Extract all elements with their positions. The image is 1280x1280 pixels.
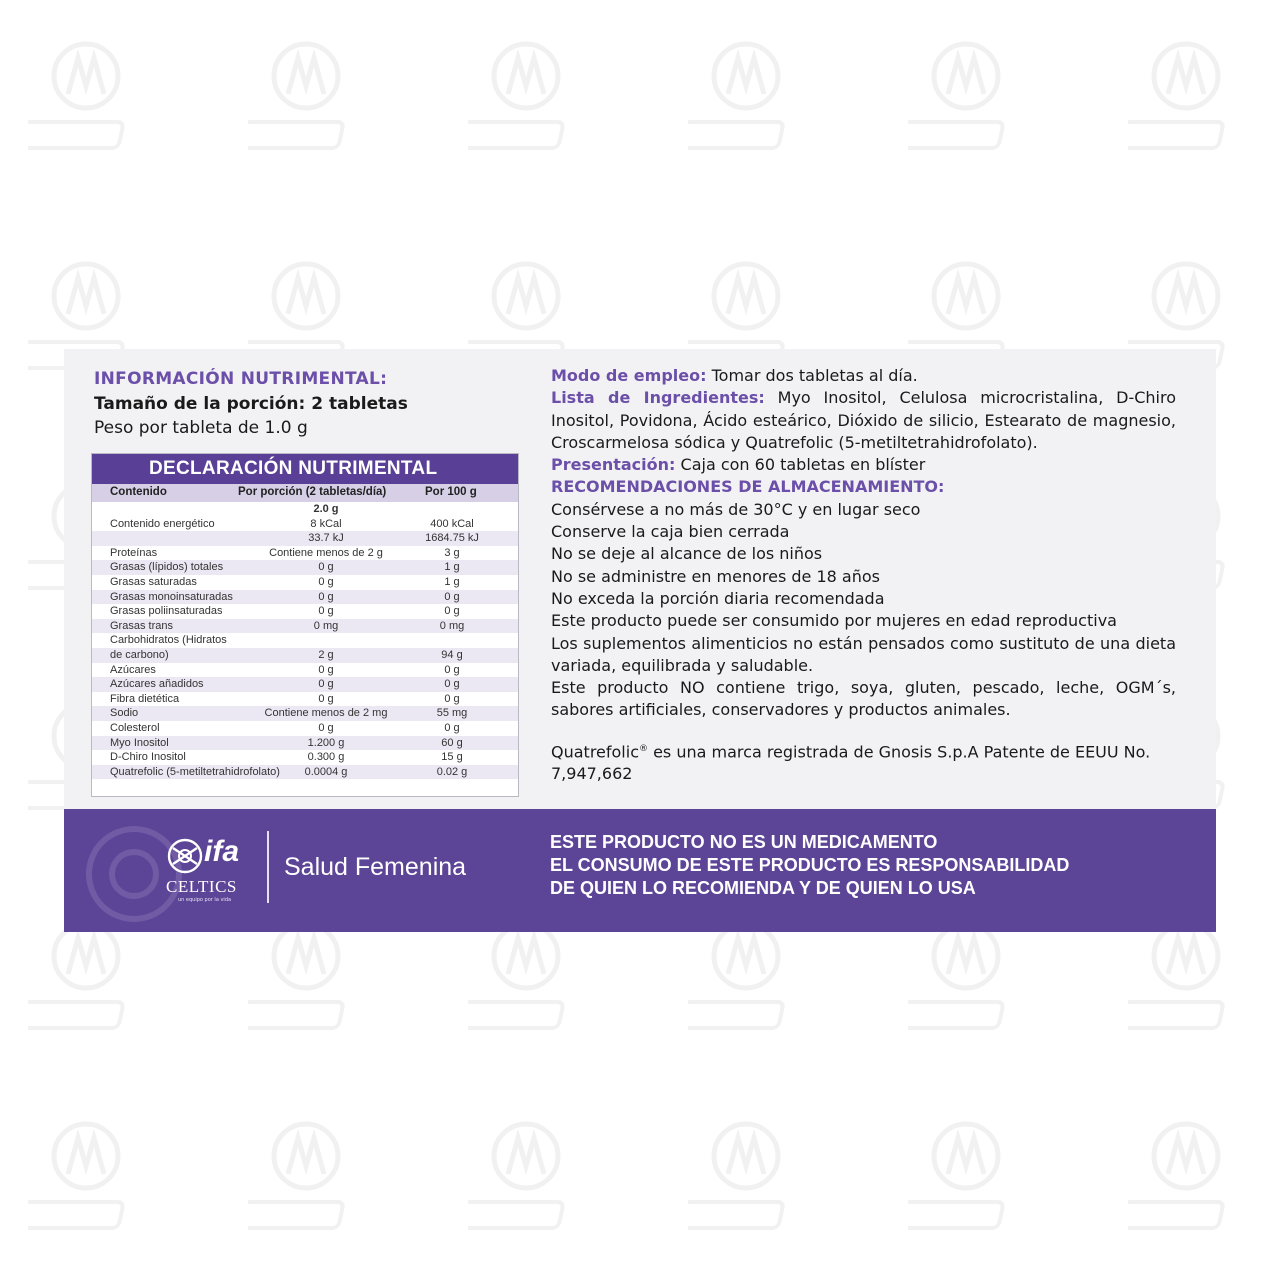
table-row — [92, 692, 518, 707]
product-label-panel — [64, 349, 1216, 932]
nutrient-name: Sodio — [110, 707, 139, 720]
nutrition-table — [91, 453, 519, 797]
per-100g-value: 0 mg — [439, 619, 465, 632]
table-row — [92, 663, 518, 678]
nutrient-name: Colesterol — [110, 721, 160, 734]
usage-text: Tomar dos tabletas al día. — [706, 366, 918, 385]
per-serving-value: 8 kCal — [310, 517, 342, 530]
pharmacy-logo-icon — [248, 36, 378, 166]
per-100g-value: 1684.75 kJ — [425, 532, 479, 545]
nutrient-name: D-Chiro Inositol — [110, 751, 186, 764]
pharmacy-logo-icon — [248, 916, 378, 1046]
footer-band — [64, 809, 1216, 932]
logo-ifa-text: ifa — [204, 835, 240, 868]
table-row — [92, 590, 518, 605]
warning-line: ESTE PRODUCTO NO ES UN MEDICAMENTO — [550, 832, 938, 852]
per-100g-value: 55 mg — [436, 707, 468, 720]
storage-recommendations — [551, 499, 1176, 633]
pharmacy-logo-icon — [468, 916, 598, 1046]
tablet-weight: Peso por tableta de 1.0 g — [94, 418, 308, 438]
pharmacy-logo-icon — [908, 916, 1038, 1046]
per-100g-value: 3 g — [444, 546, 460, 559]
nutrient-name: Fibra dietética — [110, 692, 180, 705]
nutrient-name: Carbohidratos (Hidratos — [110, 634, 227, 647]
per-serving-value: 0 g — [318, 605, 334, 618]
table-row — [92, 648, 518, 663]
serving-size: Tamaño de la porción: 2 tabletas — [94, 394, 408, 414]
pharmacy-logo-icon — [908, 1116, 1038, 1246]
usage-label: Modo de empleo: — [551, 366, 707, 385]
storage-item: Conserve la caja bien cerrada — [551, 522, 790, 542]
pharmacy-logo-icon — [468, 36, 598, 166]
column-header-per-serving: Por porción (2 tabletas/día) — [238, 486, 387, 498]
nutrient-name: Proteínas — [110, 546, 158, 559]
logo-celtics-text: CELTICS — [166, 877, 237, 896]
per-serving-value: 0.300 g — [307, 751, 345, 764]
table-row — [92, 677, 518, 692]
presentation — [551, 454, 1176, 476]
per-serving-value: 0 mg — [313, 619, 339, 632]
ingredients — [551, 387, 1176, 454]
nutrition-table-title: DECLARACIÓN NUTRIMENTAL — [92, 454, 518, 484]
trademark-brand: Quatrefolic — [551, 742, 639, 762]
per-serving-value: 1.200 g — [307, 736, 345, 749]
storage-title: RECOMENDACIONES DE ALMACENAMIENTO: — [551, 477, 945, 497]
nutrition-info-title: INFORMACIÓN NUTRIMENTAL: — [94, 369, 388, 389]
nutrient-name: Myo Inositol — [110, 736, 169, 749]
pharmacy-logo-icon — [1128, 36, 1258, 166]
trademark-note — [551, 738, 1176, 786]
per-100g-value: 94 g — [441, 648, 463, 661]
table-row — [92, 721, 518, 736]
pharmacy-logo-icon — [468, 1116, 598, 1246]
table-row — [92, 633, 518, 648]
nutrition-table-body — [92, 502, 518, 779]
celtic-knot-icon — [166, 837, 204, 875]
supplement-note: Los suplementos alimenticios no están pensados como sustituto de una dieta variada, equilibrada y saludable. — [551, 633, 1176, 675]
nutrient-name: Grasas saturadas — [110, 575, 197, 588]
table-row — [92, 575, 518, 590]
per-100g-value: 0 g — [444, 663, 460, 676]
table-row — [92, 750, 518, 765]
per-serving-value: 0 g — [318, 663, 334, 676]
ifa-celtics-logo — [164, 835, 259, 905]
per-100g-value: 0 g — [444, 678, 460, 691]
pharmacy-logo-icon — [908, 36, 1038, 166]
per-100g-value: 400 kCal — [430, 517, 474, 530]
ingredients-text: Myo Inositol, Celulosa microcristalina, D-Chiro Inositol, Povidona, Ácido esteárico, Dióxido de silicio, Estearato de magnesio, Croscarmelosa sódica y Quatrefolic (5-metiltetrahidrofolato). — [551, 388, 1177, 452]
pharmacy-logo-icon — [688, 36, 818, 166]
pharmacy-logo-icon — [1128, 916, 1258, 1046]
per-serving-value: 0 g — [318, 590, 334, 603]
table-row — [92, 604, 518, 619]
storage-item: Consérvese a no más de 30°C y en lugar seco — [551, 499, 921, 519]
nutrient-name: Grasas poliinsaturadas — [110, 605, 223, 618]
table-row — [92, 619, 518, 634]
logo-tagline: un equipo por la vida — [178, 897, 232, 903]
storage-item: No se deje al alcance de los niños — [551, 544, 823, 564]
per-100g-value: 0.02 g — [436, 765, 468, 778]
table-row — [92, 546, 518, 561]
per-serving-value: 33.7 kJ — [308, 532, 344, 545]
warning-line: DE QUIEN LO RECOMIENDA Y DE QUIEN LO USA — [550, 878, 976, 898]
pharmacy-logo-icon — [28, 36, 158, 166]
contains-note: Este producto NO contiene trigo, soya, gluten, pescado, leche, OGM´s, sabores artificiales, conservadores y productos animales. — [551, 678, 1176, 720]
per-serving-value: 0.0004 g — [304, 765, 348, 778]
per-serving-value: 0 g — [318, 575, 334, 588]
table-row — [92, 560, 518, 575]
pharmacy-logo-icon — [28, 1116, 158, 1246]
per-serving-value: Contiene menos de 2 g — [269, 546, 383, 559]
per-100g-value: 0 g — [444, 692, 460, 705]
pharmacy-logo-icon — [688, 1116, 818, 1246]
presentation-text: Caja con 60 tabletas en blíster — [675, 455, 926, 475]
logo-divider — [267, 831, 269, 903]
per-100g-value: 1 g — [444, 575, 460, 588]
per-serving-value: 0 g — [318, 692, 334, 705]
nutrient-name: Grasas trans — [110, 619, 173, 632]
nutrient-name: de carbono) — [110, 648, 169, 661]
per-100g-value: 0 g — [444, 590, 460, 603]
per-serving-value: 2 g — [318, 648, 334, 661]
column-header-per-100g: Por 100 g — [425, 486, 477, 498]
regulatory-warning — [550, 831, 1069, 900]
per-serving-value: 0 g — [318, 678, 334, 691]
nutrient-name: Quatrefolic (5-metiltetrahidrofolato) — [110, 765, 280, 778]
warning-line: EL CONSUMO DE ESTE PRODUCTO ES RESPONSABILIDAD — [550, 855, 1070, 875]
per-100g-value: 60 g — [441, 736, 463, 749]
per-100g-value: 1 g — [444, 561, 460, 574]
presentation-label: Presentación: — [551, 455, 676, 475]
table-row — [92, 517, 518, 532]
storage-item: No se administre en menores de 18 años — [551, 566, 880, 586]
registered-mark: ® — [639, 743, 648, 754]
nutrient-name: Grasas (lípidos) totales — [110, 561, 224, 574]
nutrient-name: Grasas monoinsaturadas — [110, 590, 233, 603]
nutrition-table-column-headers — [92, 484, 518, 502]
table-row — [92, 531, 518, 546]
table-row — [92, 706, 518, 721]
nutrient-name: Azúcares añadidos — [110, 678, 204, 691]
per-100g-value: 0 g — [444, 721, 460, 734]
usage-instructions — [551, 365, 1176, 387]
product-category: Salud Femenina — [284, 853, 467, 881]
pharmacy-logo-icon — [1128, 1116, 1258, 1246]
storage-item: No exceda la porción diaria recomendada — [551, 588, 885, 608]
nutrient-name: Contenido energético — [110, 517, 215, 530]
ingredients-label: Lista de Ingredientes: — [551, 388, 765, 408]
product-details — [551, 365, 1176, 786]
per-serving-value: 0 g — [318, 721, 334, 734]
table-row — [92, 765, 518, 780]
per-serving-value: Contiene menos de 2 mg — [264, 707, 388, 720]
storage-item: Este producto puede ser consumido por mujeres en edad reproductiva — [551, 611, 1117, 631]
per-100g-value: 0 g — [444, 605, 460, 618]
pharmacy-logo-icon — [248, 1116, 378, 1246]
trademark-text: es una marca registrada de Gnosis S.p.A Patente de EEUU No. 7,947,662 — [551, 742, 1151, 784]
serving-weight: 2.0 g — [313, 503, 339, 515]
table-row — [92, 736, 518, 751]
pharmacy-logo-icon — [688, 916, 818, 1046]
per-serving-value: 0 g — [318, 561, 334, 574]
column-header-content: Contenido — [110, 486, 167, 498]
pharmacy-logo-icon — [28, 916, 158, 1046]
nutrient-name: Azúcares — [110, 663, 156, 676]
per-100g-value: 15 g — [441, 751, 463, 764]
